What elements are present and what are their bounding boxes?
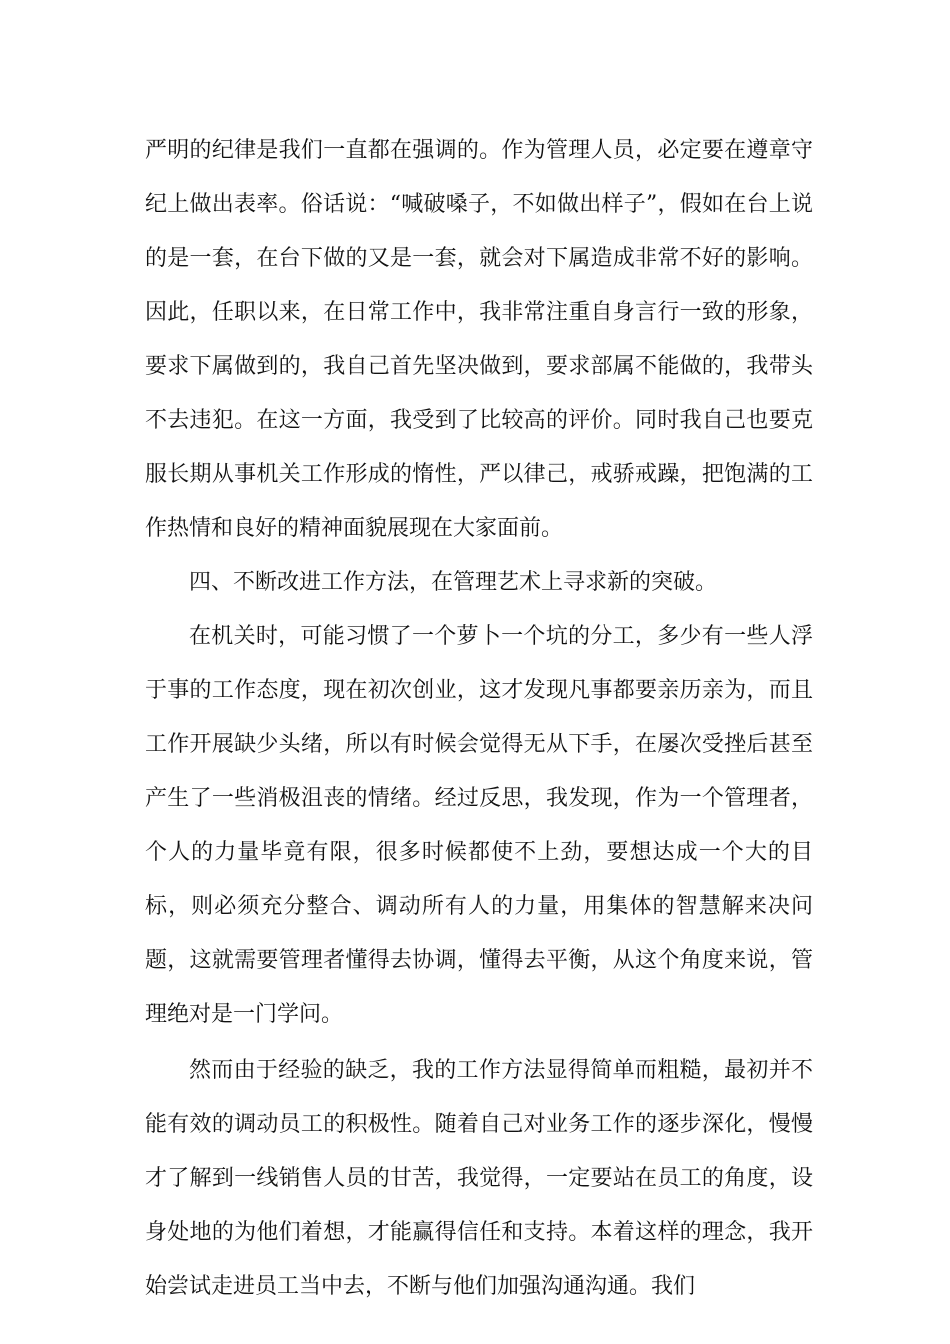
paragraph-work-method: 然而由于经验的缺乏，我的工作方法显得简单而粗糙，最初并不能有效的调动员工的积极性。随着自己对业务工作的逐步深化，慢慢才了解到一线销售人员的甘苦，我觉得，一定要站在员工的角度，设身处地的为他们着想，才能赢得信任和支持。本着这样的理念，我开始尝试走进员工当中去，不断与他们加强沟通沟通。我们 [145, 1058, 813, 1299]
paragraph-discipline: 严明的纪律是我们一直都在强调的。作为管理人员，必定要在遵章守纪上做出表率。俗话说：“喊破嗓子，不如做出样子”，假如在台上说的是一套，在台下做的又是一套，就会对下属造成非常不好的影响。因此，任职以来，在日常工作中，我非常注重自身言行一致的形象，要求下属做到的，我自己首先坚决做到，要求部属不能做的，我带头不去违犯。在这一方面，我受到了比较高的评价。同时我自己也要克服长期从事机关工作形成的惰性，严以律己，戒骄戒躁，把饱满的工作热情和良好的精神面貌展现在大家面前。 [145, 138, 813, 541]
document-body [145, 124, 813, 1314]
section-heading-4: 四、不断改进工作方法，在管理艺术上寻求新的突破。 [189, 570, 718, 595]
paragraph-management-reflection: 在机关时，可能习惯了一个萝卜一个坑的分工，多少有一些人浮于事的工作态度，现在初次创业，这才发现凡事都要亲历亲为，而且工作开展缺少头绪，所以有时候会觉得无从下手，在屡次受挫后甚至产生了一些消极沮丧的情绪。经过反思，我发现，作为一个管理者，个人的力量毕竟有限，很多时候都使不上劲，要想达成一个大的目标，则必须充分整合、调动所有人的力量，用集体的智慧解来决问题，这就需要管理者懂得去协调，懂得去平衡，从这个角度来说，管理绝对是一门学问。 [145, 624, 813, 1027]
